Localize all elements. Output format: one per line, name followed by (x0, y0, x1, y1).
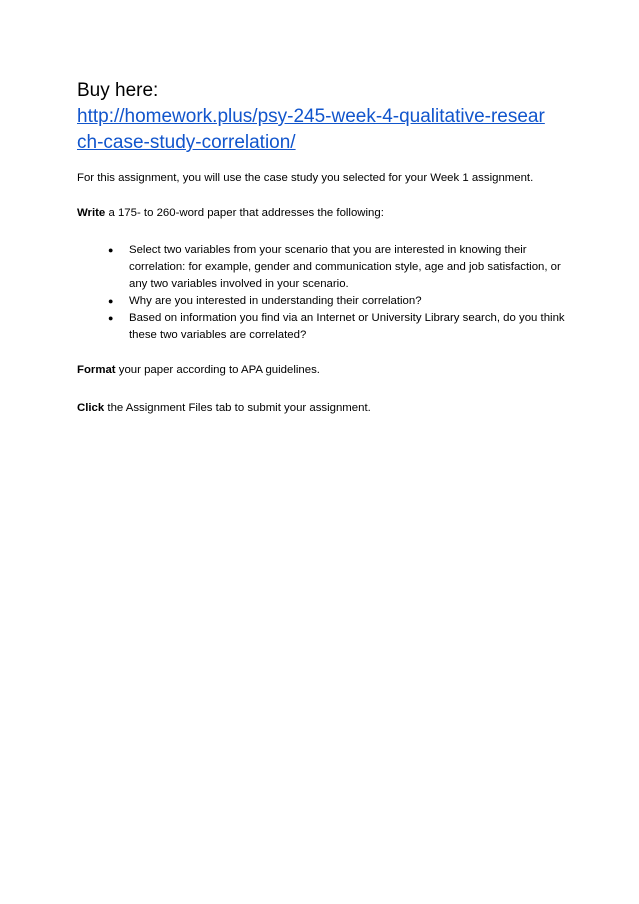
format-bold: Format (77, 364, 116, 376)
product-link-line1[interactable]: http://homework.plus/psy-245-week-4-qualitative-resear (77, 106, 545, 127)
bullet-icon: ● (108, 245, 114, 255)
list-item-text: Why are you interested in understanding their correlation? (129, 295, 422, 307)
list-item (108, 293, 567, 310)
click-bold: Click (77, 402, 105, 414)
document-page (77, 78, 567, 417)
list-item (108, 242, 567, 293)
click-rest: the Assignment Files tab to submit your assignment. (104, 402, 371, 414)
write-rest: a 175- to 260-word paper that addresses the following: (105, 207, 384, 219)
write-paragraph (77, 205, 567, 222)
product-link-line2[interactable]: ch-case-study-correlation/ (77, 132, 296, 153)
product-link[interactable] (77, 104, 567, 156)
format-rest: your paper according to APA guidelines. (115, 364, 320, 376)
buy-here-label: Buy here: (77, 80, 159, 101)
click-paragraph (77, 400, 567, 417)
intro-paragraph: For this assignment, you will use the case study you selected for your Week 1 assignment. (77, 172, 534, 184)
requirements-list (77, 242, 567, 344)
list-item-text: Select two variables from your scenario that you are interested in knowing their correlation: for example, gender and communication style, age and job satisfaction, or any two variables involved in your scenario. (129, 244, 561, 290)
list-item-text: Based on information you find via an Internet or University Library search, do you think these two variables are correlated? (129, 312, 565, 341)
list-item (108, 310, 567, 344)
format-paragraph (77, 362, 567, 379)
bullet-icon: ● (108, 313, 114, 323)
write-bold: Write (77, 207, 106, 219)
bullet-icon: ● (108, 296, 114, 306)
